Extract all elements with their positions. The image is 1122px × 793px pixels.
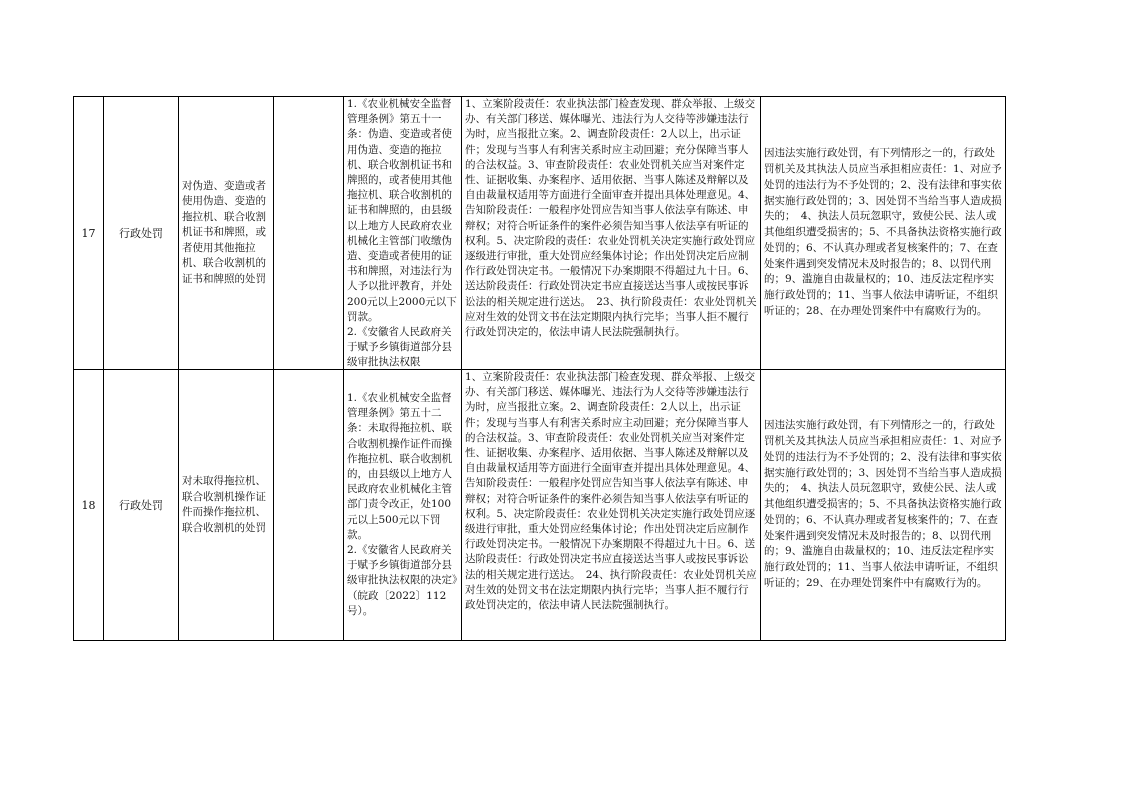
item-name: 对未取得拖拉机、联合收割机操作证件而操作拖拉机、联合收割机的处罚 [182,475,266,534]
power-list-table [73,96,1006,641]
category-cell [104,370,179,641]
row-number: 18 [81,498,96,512]
liability-cell [761,370,1006,641]
liability-text: 因违法实施行政处罚，有下列情形之一的，行政处罚机关及其执法人员应当承担相应责任：1、对应予处罚的违法行为不予处罚的；2、没有法律和事实依据实施行政处罚的；3、因处罚不当给当事人造成损失的； 4、执法人员玩忽职守，致使公民、法人或其他组织遭受损害的；5、不具备执法资格实施行政处罚的；6、不认真办理或者复核案件的；7、在查处案件遇到突发情况未及时报告的；8、以罚代刑的；9、滥施自由裁量权的；10、违反法定程序实施行政处罚的；11、当事人依法申请听证，不组织听证的；29、在办理处罚案件中有腐败行为的。 [764,419,1002,590]
row-number: 17 [81,226,96,240]
responsibility-cell [462,370,761,641]
item-name: 对伪造、变造或者使用伪造、变造的拖拉机、联合收割机证书和牌照，或者使用其他拖拉机、联合收割机的证书和牌照的处罚 [182,179,266,285]
item-name-wrap [179,97,273,369]
category-cell [104,97,179,370]
code-cell [274,97,344,370]
item-name-cell [179,370,274,641]
legal-basis-wrap [344,370,461,640]
legal-basis-cell [344,370,462,641]
power-category: 行政处罚 [119,499,163,512]
responsibility-text: 1、立案阶段责任：农业执法部门检查发现、群众举报、上级交办、有关部门移送、媒体曝光、违法行为人交待等涉嫌违法行为时，应当报批立案。2、调查阶段责任：2人以上，出示证件；发现与当事人有利害关系时应主动回避；充分保障当事人的合法权益。3、审查阶段责任：农业处罚机关应当对案件定性、证据收集、办案程序、适用依据、当事人陈述及辩解以及自由裁量权适用等方面进行全面审查并提出具体处理意见。4、告知阶段责任：一般程序处罚应告知当事人依法享有陈述、申辩权；对符合听证条件的案件必须告知当事人依法享有听证的权利。5、决定阶段责任：农业处罚机关决定实施行政处罚应逐级进行审批，重大处罚应经集体讨论；作出处罚决定后应制作行政处罚决定书。一般情况下办案期限不得超过九十日。6、送达阶段责任：行政处罚决定书应直接送达当事人或按民事诉讼法的相关规定进行送达。 24、执行阶段责任：农业处罚机关应对生效的处罚文书在法定期限内执行完毕；当事人拒不履行行政处罚决定的，依法申请人民法院强制执行。 [465,371,757,612]
table-row [74,97,1006,370]
power-category: 行政处罚 [119,227,163,240]
code-cell [274,370,344,641]
item-code [274,97,343,369]
responsibility-cell [462,97,761,370]
legal-basis-cell [344,97,462,370]
liability-wrap [761,97,1005,369]
liability-cell [761,97,1006,370]
item-name-wrap [179,370,273,640]
responsibility-text: 1、立案阶段责任：农业执法部门检查发现、群众举报、上级交办、有关部门移送、媒体曝光、违法行为人交待等涉嫌违法行为时，应当报批立案。2、调查阶段责任：2人以上，出示证件；发现与当事人有利害关系时应主动回避；充分保障当事人的合法权益。3、审查阶段责任：农业处罚机关应当对案件定性、证据收集、办案程序、适用依据、当事人陈述及辩解以及自由裁量权适用等方面进行全面审查并提出具体处理意见。4、告知阶段责任：一般程序处罚应告知当事人依法享有陈述、申辩权；对符合听证条件的案件必须告知当事人依法享有听证的权利。5、决定阶段的责任：农业处罚机关决定实施行政处罚应逐级进行审批，重大处罚应经集体讨论；作出处罚决定后应制作行政处罚决定书。一般情况下办案期限不得超过九十日。6、送达阶段责任：行政处罚决定书应直接送达当事人或按民事诉讼法的相关规定进行送达。 23、执行阶段责任：农业处罚机关应对生效的处罚文书在法定期限内执行完毕；当事人拒不履行行政处罚决定的，依法申请人民法院强制执行。 [465,98,757,339]
liability-wrap [761,370,1005,640]
item-name-cell [179,97,274,370]
table-row [74,370,1006,641]
row-number-cell [74,97,104,370]
legal-basis: 1.《农业机械安全监督管理条例》第五十一条：伪造、变造或者使用伪造、变造的拖拉机、联合收割机证书和牌照的，或者使用其他拖拉机、联合收割机的证书和牌照的，由县级以上地方人民政府农业机械化主管部门收缴伪造、变造或者使用的证书和牌照，对违法行为人予以批评教育，并处200元以上2000元以下罚款。 2.《安徽省人民政府关于赋予乡镇街道部分县级审批执法权限 [347,98,457,369]
row-number-cell [74,370,104,641]
liability-text: 因违法实施行政处罚，有下列情形之一的，行政处罚机关及其执法人员应当承担相应责任：1、对应予处罚的违法行为不予处罚的；2、没有法律和事实依据实施行政处罚的；3、因处罚不当给当事人造成损失的； 4、执法人员玩忽职守，致使公民、法人或其他组织遭受损害的；5、不具备执法资格实施行政处罚的；6、不认真办理或者复核案件的；7、在查处案件遇到突发情况未及时报告的；8、以罚代刑的；9、滥施自由裁量权的；10、违反法定程序实施行政处罚的；11、当事人依法申请听证，不组织听证的；28、在办理处罚案件中有腐败行为的。 [764,147,1002,318]
legal-basis: 1.《农业机械安全监督管理条例》第五十二条：未取得拖拉机、联合收割机操作证件而操作拖拉机、联合收割机的，由县级以上地方人民政府农业机械化主管部门责令改正，处100元以上500元以下罚款。 2.《安徽省人民政府关于赋予乡镇街道部分县级审批执法权限的决定》（皖政〔2022〕112号）。 [347,391,458,617]
item-code [274,370,343,640]
